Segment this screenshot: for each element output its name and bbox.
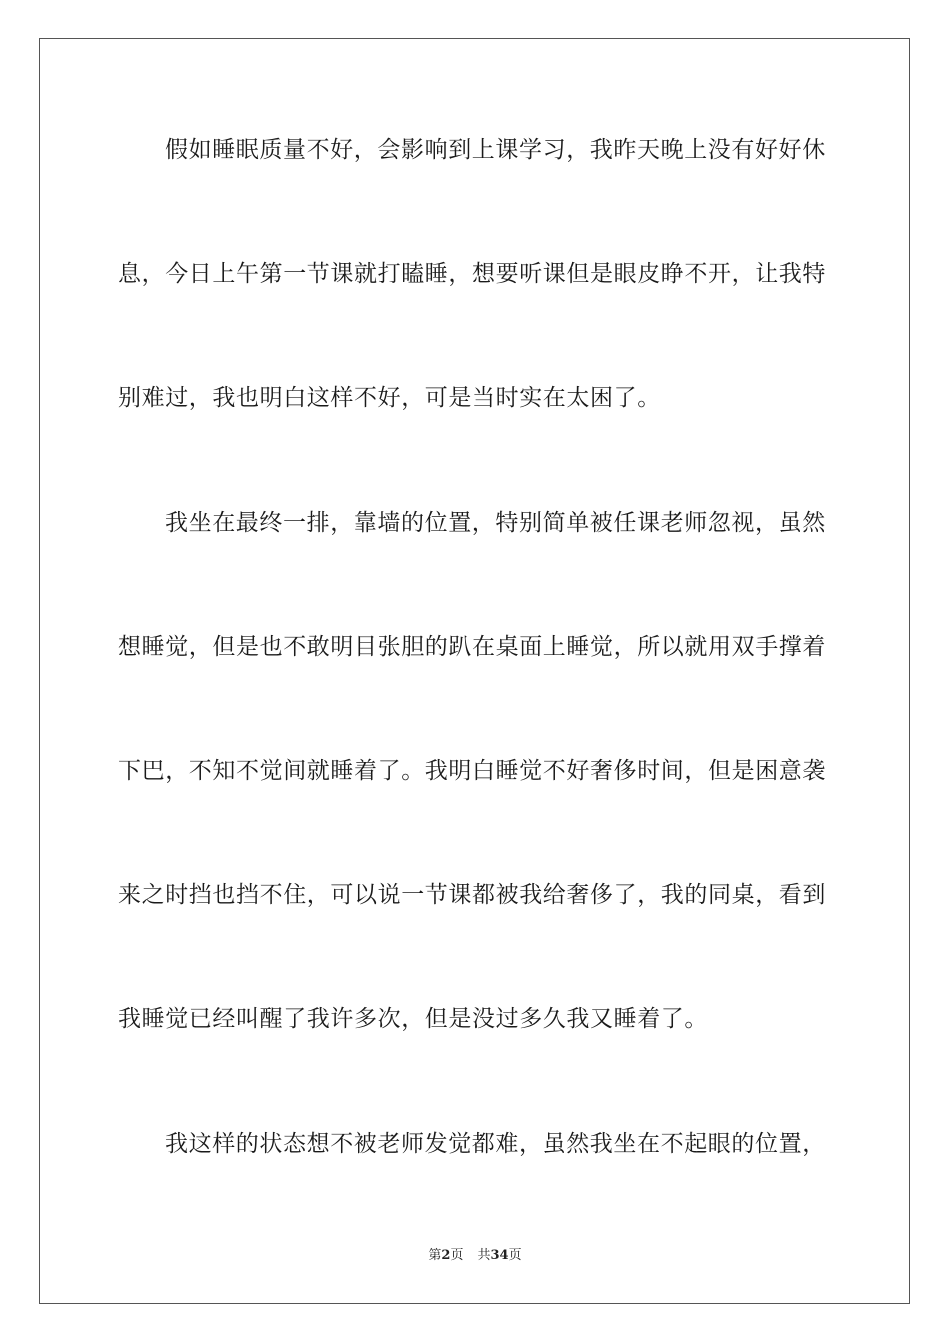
page-footer bbox=[0, 1247, 950, 1265]
text-line: 来之时挡也挡不住，可以说一节课都被我给奢侈了，我的同桌，看到 bbox=[118, 882, 826, 908]
total-pages: 34 bbox=[490, 1248, 509, 1263]
page-border bbox=[39, 38, 910, 1304]
page-prefix: 第 bbox=[428, 1248, 442, 1263]
page-number: 2 bbox=[441, 1248, 451, 1263]
text-line: 想睡觉，但是也不敢明目张胆的趴在桌面上睡觉，所以就用双手撑着 bbox=[118, 634, 826, 660]
text-line: 息，今日上午第一节课就打瞌睡，想要听课但是眼皮睁不开，让我特 bbox=[118, 261, 826, 287]
text-line: 别难过，我也明白这样不好，可是当时实在太困了。 bbox=[118, 385, 661, 411]
text-line: 我这样的状态想不被老师发觉都难，虽然我坐在不起眼的位置， bbox=[165, 1131, 826, 1157]
page-suffix: 页 bbox=[450, 1248, 464, 1263]
text-line: 我睡觉已经叫醒了我许多次，但是没过多久我又睡着了。 bbox=[118, 1006, 708, 1032]
total-suffix: 页 bbox=[508, 1248, 522, 1263]
text-line: 下巴，不知不觉间就睡着了。我明白睡觉不好奢侈时间，但是困意袭 bbox=[118, 758, 826, 784]
text-line: 我坐在最终一排，靠墙的位置，特别简单被任课老师忽视，虽然 bbox=[165, 510, 826, 536]
text-line: 假如睡眠质量不好，会影响到上课学习，我昨天晚上没有好好休 bbox=[165, 137, 826, 163]
total-prefix: 共 bbox=[477, 1248, 491, 1263]
